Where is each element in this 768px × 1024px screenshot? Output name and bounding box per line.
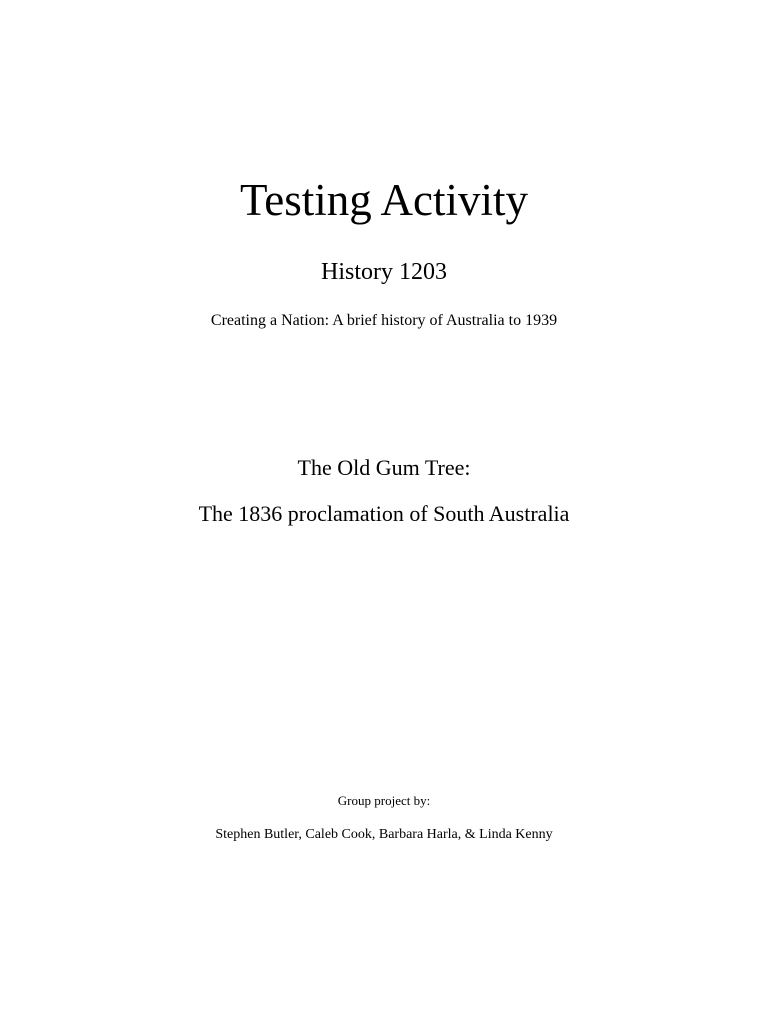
group-project-label: Group project by:	[337, 793, 431, 808]
document-title: Testing Activity	[239, 175, 529, 225]
course-name: Creating a Nation: A brief history of Australia to 1939	[210, 312, 558, 329]
course-code: History 1203	[321, 259, 447, 285]
topic-heading: The Old Gum Tree:	[297, 455, 471, 480]
author-list: Stephen Butler, Caleb Cook, Barbara Harla, & Linda Kenny	[215, 827, 553, 842]
topic-subheading: The 1836 proclamation of South Australia	[198, 501, 570, 526]
